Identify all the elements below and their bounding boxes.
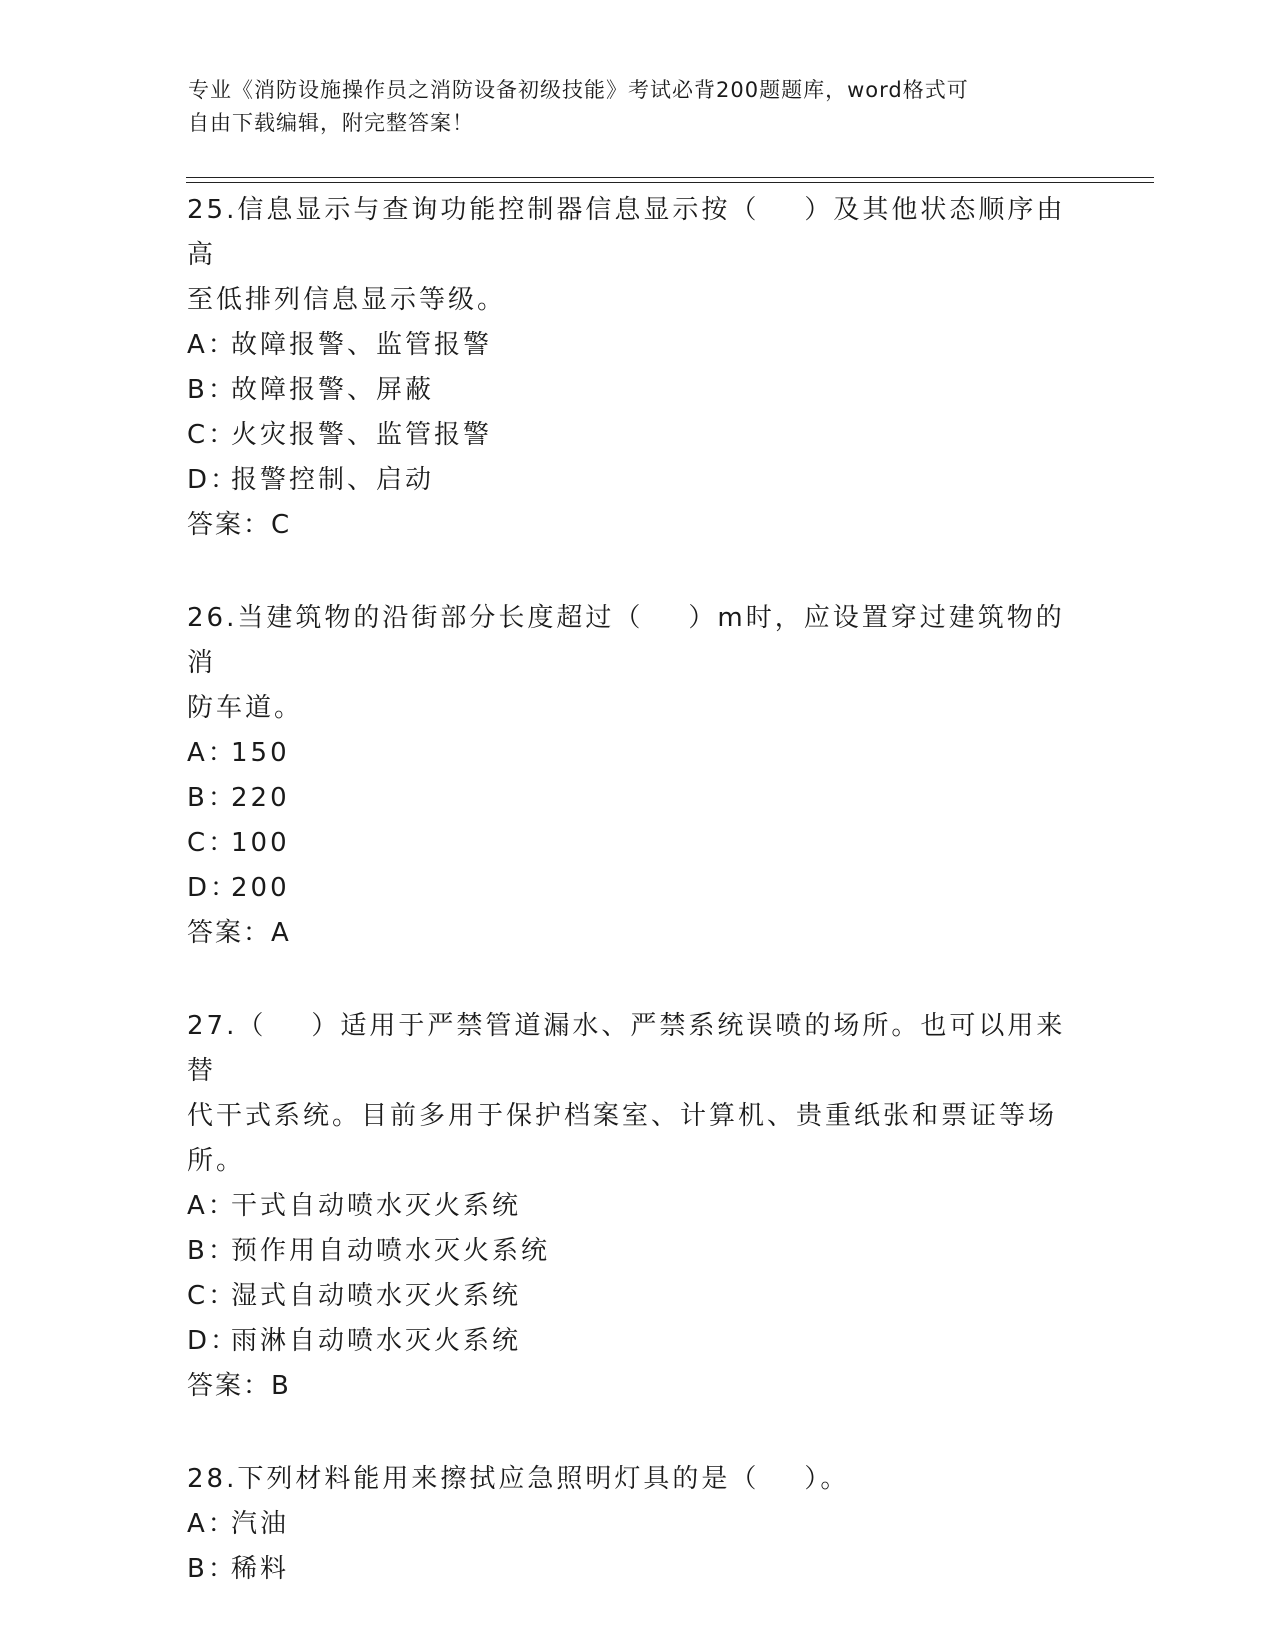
answer-option [187,458,1087,503]
question-item [187,596,1087,956]
answer-option [187,1502,1087,1547]
answer-option [187,731,1087,776]
question-stem-line: 至低排列信息显示等级。 [187,285,507,315]
answer-option [187,1274,1087,1319]
option-key: D： [187,1326,240,1356]
answer-option [187,1184,1087,1229]
question-stem-line: 26.当建筑物的沿街部分长度超过（ ）m时，应设置穿过建筑物的消 [187,603,1065,678]
question-list [187,188,1087,1640]
option-key: B： [187,783,237,813]
option-key: B： [187,1236,237,1266]
answer-line: 答案：B [187,1371,291,1401]
option-text: 报警控制、启动 [231,465,435,495]
question-stem-line: 代干式系统。目前多用于保护档案室、计算机、贵重纸张和票证等场 [187,1101,1058,1131]
option-key: D： [187,465,240,495]
option-key: A： [187,1191,237,1221]
option-key: D： [187,873,240,903]
option-text: 干式自动喷水灭火系统 [231,1191,522,1221]
answer-option [187,776,1087,821]
question-stem-line: 28.下列材料能用来擦拭应急照明灯具的是（ ）。 [187,1464,850,1494]
option-key: C： [187,420,238,450]
option-key: A： [187,1509,237,1539]
question-item [187,1457,1087,1592]
document-header [188,74,1068,140]
answer-option [187,821,1087,866]
answer-option [187,866,1087,911]
header-divider [186,177,1154,183]
option-key: A： [187,738,237,768]
option-key: A： [187,330,237,360]
option-text: 150 [231,738,290,768]
option-text: 火灾报警、监管报警 [231,420,493,450]
answer-option [187,1547,1087,1592]
option-key: C： [187,828,238,858]
option-text: 220 [231,783,290,813]
question-stem-line: 27.（ ）适用于严禁管道漏水、严禁系统误喷的场所。也可以用来替 [187,1011,1066,1086]
answer-option [187,1319,1087,1364]
option-text: 汽油 [231,1509,290,1539]
question-item [187,188,1087,548]
option-text: 稀料 [231,1554,290,1584]
option-text: 200 [231,873,290,903]
answer-option [187,1229,1087,1274]
question-stem-line: 25.信息显示与查询功能控制器信息显示按（ ）及其他状态顺序由高 [187,195,1066,270]
option-key: B： [187,375,237,405]
option-text: 故障报警、监管报警 [231,330,493,360]
option-text: 湿式自动喷水灭火系统 [231,1281,522,1311]
option-key: B： [187,1554,237,1584]
option-text: 故障报警、屏蔽 [231,375,435,405]
option-key: C： [187,1281,238,1311]
option-text: 预作用自动喷水灭火系统 [231,1236,551,1266]
header-line-1: 专业《消防设施操作员之消防设备初级技能》考试必背200题题库，word格式可 [188,78,969,102]
answer-option [187,323,1087,368]
answer-option [187,368,1087,413]
question-stem-line: 防车道。 [187,693,304,723]
question-stem-line: 所。 [187,1146,246,1176]
header-line-2: 自由下载编辑，附完整答案！ [188,111,474,135]
question-item [187,1004,1087,1409]
answer-option [187,413,1087,458]
option-text: 雨淋自动喷水灭火系统 [231,1326,522,1356]
option-text: 100 [231,828,290,858]
answer-line: 答案：A [187,918,291,948]
answer-line: 答案：C [187,510,292,540]
